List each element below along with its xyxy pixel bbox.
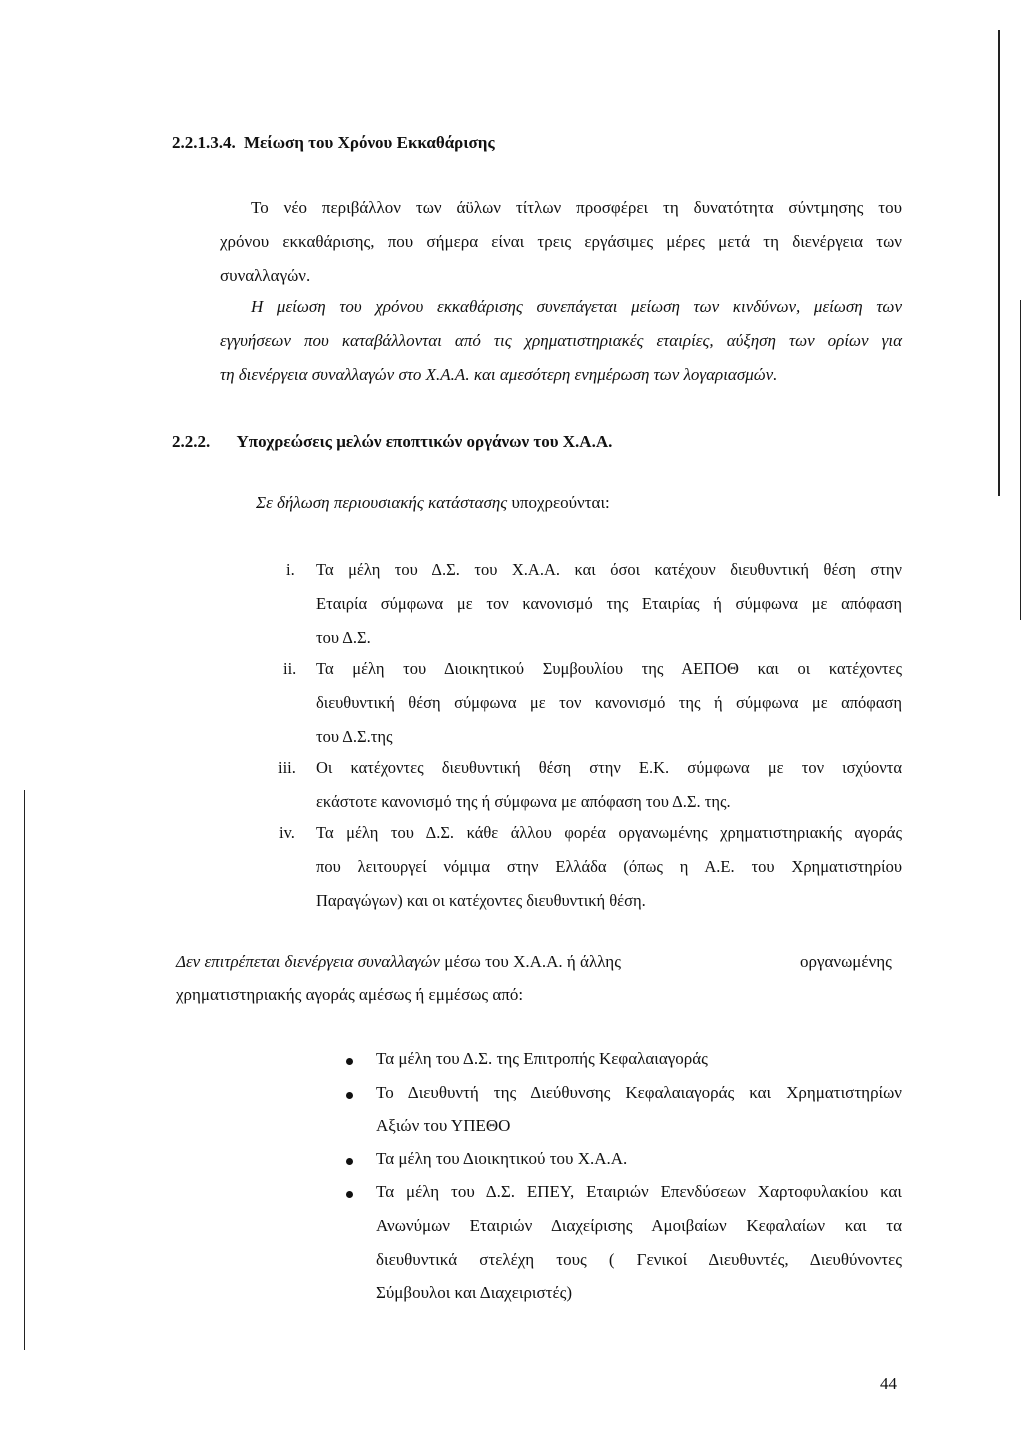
list-item-line: διευθυντική θέση σύμφωνα με τον κανονισμό της ή σύμφωνα με απόφαση xyxy=(316,693,902,712)
prohibition-right-word: οργανωμένης xyxy=(800,952,892,971)
list-item-line: Παραγώγων) και οι κατέχοντες διευθυντική θέση. xyxy=(316,891,646,910)
paragraph-line: εγγυήσεων που καταβάλλονται από τις χρηματιστηριακές εταιρίες, αύξηση των ορίων για xyxy=(220,331,902,350)
paragraph-line: συναλλαγών. xyxy=(220,266,311,285)
list-item-line: που λειτουργεί νόμιμα στην Ελλάδα (όπως η Α.Ε. του Χρηματιστηρίου xyxy=(316,857,902,876)
bullet-item-line: Αξιών του ΥΠΕΘΟ xyxy=(376,1116,511,1135)
prohibition-line-2: χρηματιστηριακής αγοράς αμέσως ή εμμέσως από: xyxy=(176,985,524,1004)
list-item-line: Οι κατέχοντες διευθυντική θέση στην Ε.Κ. σύμφωνα με τον ισχύοντα xyxy=(316,758,902,777)
obligation-intro xyxy=(256,493,610,513)
section-heading-2-2-2 xyxy=(172,432,612,452)
page-number: 44 xyxy=(880,1374,897,1393)
prohibition-rest: μέσω του Χ.Α.Α. ή άλλης xyxy=(439,952,621,971)
list-item-line: Τα μέλη του Διοικητικού Συμβουλίου της ΑΕΠΟΘ και οι κατέχοντες xyxy=(316,659,902,678)
list-marker: ii. xyxy=(283,659,297,678)
scan-edge-line xyxy=(24,790,25,1350)
scan-edge-line xyxy=(998,30,1000,496)
intro-italic: Σε δήλωση περιουσιακής κατάστασης xyxy=(256,493,508,512)
bullet-item-line: Το Διευθυντή της Διεύθυνσης Κεφαλαιαγοράς και Χρηματιστηρίων xyxy=(376,1083,902,1102)
bullet-dot xyxy=(346,1158,353,1165)
list-item-line: του Δ.Σ.της xyxy=(316,727,393,746)
list-marker: i. xyxy=(286,560,295,579)
list-item-line: του Δ.Σ. xyxy=(316,628,371,647)
bullet-item-line: Σύμβουλοι και Διαχειριστές) xyxy=(376,1283,573,1302)
bullet-item-line: διευθυντικά στελέχη τους ( Γενικοί Διευθυντές, Διευθύνοντες xyxy=(376,1250,902,1269)
list-item-line: εκάστοτε κανονισμό της ή σύμφωνα με απόφαση του Δ.Σ. της. xyxy=(316,792,731,811)
prohibition-line xyxy=(176,952,621,972)
section-number: 2.2.1.3.4. xyxy=(172,133,236,152)
section-heading-2-2-1-3-4 xyxy=(172,133,495,153)
intro-rest: υποχρεούνται: xyxy=(507,493,610,512)
list-item-line: Τα μέλη του Δ.Σ. του Χ.Α.Α. και όσοι κατέχουν διευθυντική θέση στην xyxy=(316,560,902,579)
bullet-dot xyxy=(346,1058,353,1065)
list-marker: iv. xyxy=(279,823,295,842)
section-title: Υποχρεώσεις μελών εποπτικών οργάνων του Χ.Α.Α. xyxy=(236,432,613,451)
section-number: 2.2.2. xyxy=(172,432,211,451)
prohibition-italic: Δεν επιτρέπεται διενέργεια συναλλαγών xyxy=(176,952,440,971)
paragraph-line: Η μείωση του χρόνου εκκαθάρισης συνεπάγεται μείωση των κινδύνων, μείωση των xyxy=(251,297,902,316)
bullet-item-line: Τα μέλη του Δ.Σ. της Επιτροπής Κεφαλαιαγοράς xyxy=(376,1049,708,1068)
bullet-dot xyxy=(346,1191,353,1198)
list-item-line: Τα μέλη του Δ.Σ. κάθε άλλου φορέα οργανωμένης χρηματιστηριακής αγοράς xyxy=(316,823,902,842)
bullet-item-line: Τα μέλη του Διοικητικού του Χ.Α.Α. xyxy=(376,1149,628,1168)
bullet-item-line: Ανωνύμων Εταιριών Διαχείρισης Αμοιβαίων Κεφαλαίων και τα xyxy=(376,1216,902,1235)
list-marker: iii. xyxy=(278,758,296,777)
section-title: Μείωση του Χρόνου Εκκαθάρισης xyxy=(244,133,495,152)
list-item-line: Εταιρία σύμφωνα με τον κανονισμό της Εταιρίας ή σύμφωνα με απόφαση xyxy=(316,594,902,613)
paragraph-line: τη διενέργεια συναλλαγών στο Χ.Α.Α. και αμεσότερη ενημέρωση των λογαριασμών. xyxy=(220,365,778,384)
paragraph-line: Το νέο περιβάλλον των άϋλων τίτλων προσφέρει τη δυνατότητα σύντμησης του xyxy=(251,198,902,217)
bullet-item-line: Τα μέλη του Δ.Σ. ΕΠΕΥ, Εταιριών Επενδύσεων Χαρτοφυλακίου και xyxy=(376,1182,902,1201)
scan-edge-line xyxy=(1020,300,1021,620)
paragraph-line: χρόνου εκκαθάρισης, που σήμερα είναι τρεις εργάσιμες μέρες μετά τη διενέργεια των xyxy=(220,232,902,251)
bullet-dot xyxy=(346,1092,353,1099)
